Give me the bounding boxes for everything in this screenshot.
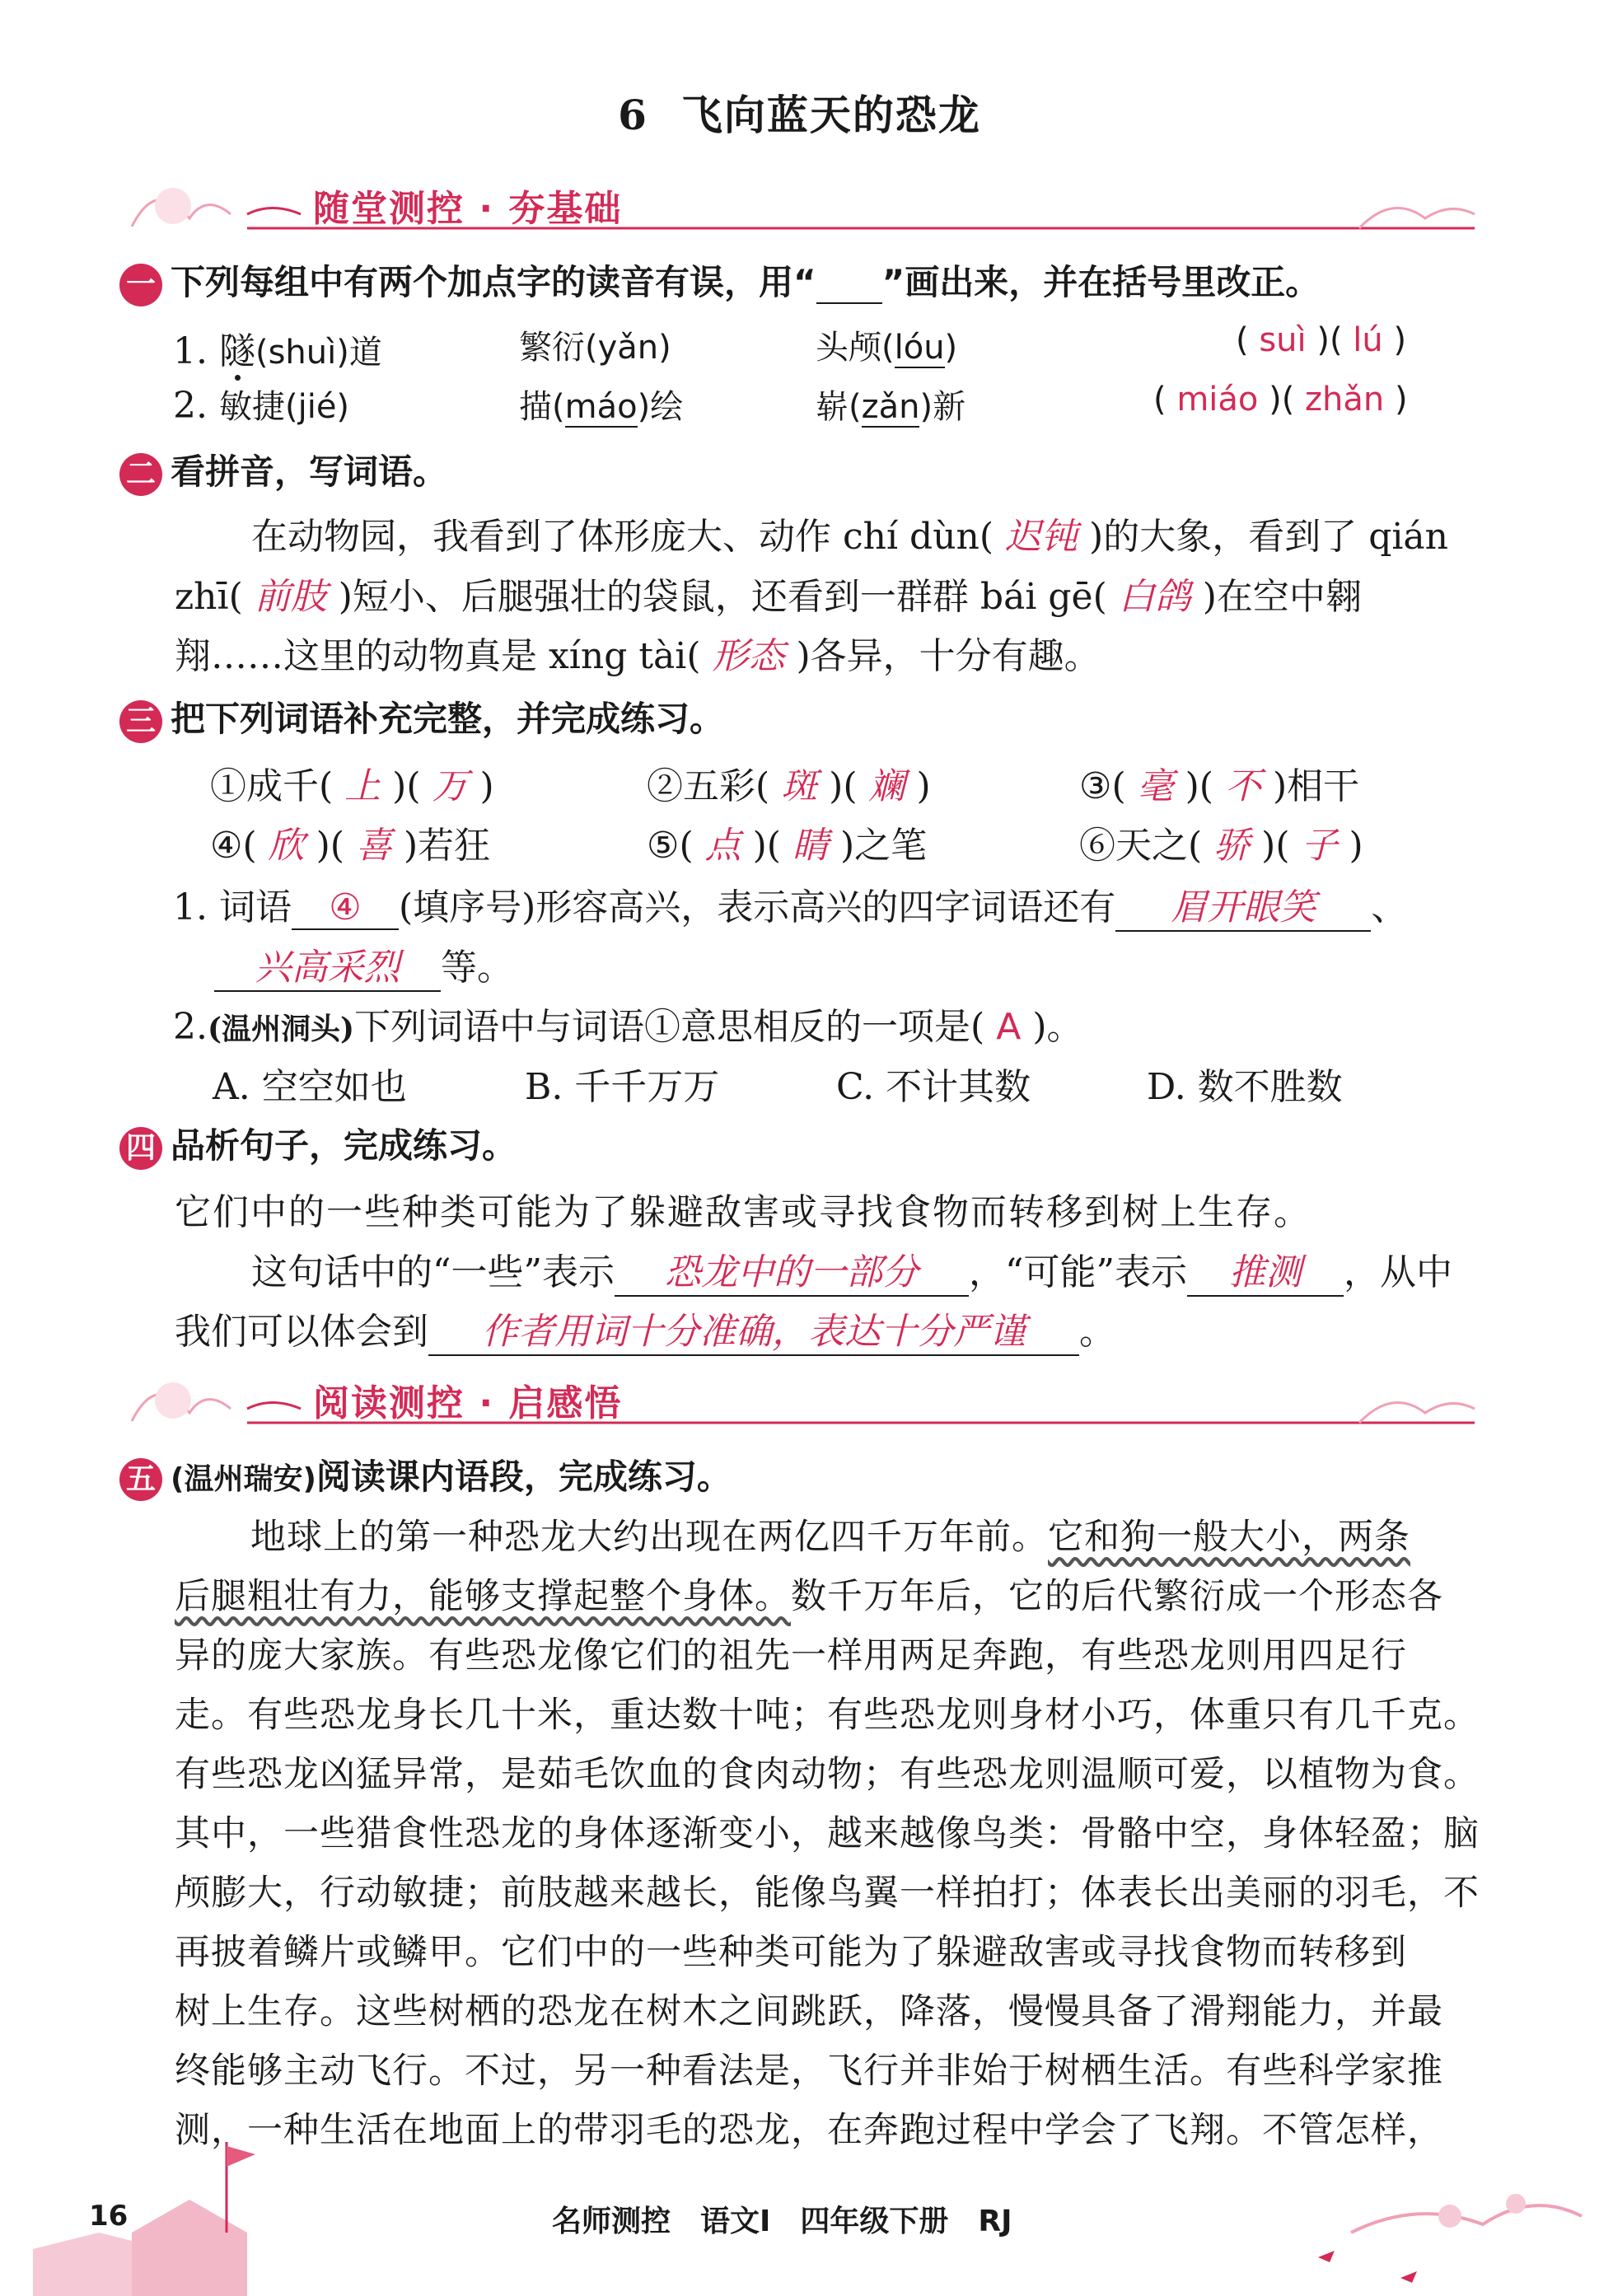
q5-prompt: 阅读课内语段，完成练习。 — [316, 1457, 732, 1497]
q3-s1c: 、 — [1371, 886, 1408, 928]
q2-prompt: 看拼音，写词语。 — [171, 451, 448, 492]
passage-line: 测，一种生活在地面上的带羽毛的恐龙，在奔跑过程中学会了飞翔。不管怎样， — [175, 2110, 1443, 2151]
q3-sub1-line2 — [214, 938, 513, 992]
q3-i3-post: )相干 — [1272, 765, 1360, 807]
q2-line2 — [175, 567, 1362, 620]
q4-ans2: 推测 — [1187, 1242, 1344, 1297]
q1-r1-answers: ( suì )( lú ) — [1236, 321, 1407, 359]
q1-r2-ans2: zhǎn — [1305, 381, 1385, 419]
q3-item4 — [210, 816, 490, 868]
passage-line: 终能够主动飞行。不过，另一种看法是，飞行并非始于树栖生活。有些科学家推 — [175, 2051, 1443, 2092]
passage-line: 数千万年后，它的后代繁衍成一个形态各 — [791, 1576, 1443, 1617]
q3-header — [119, 692, 724, 743]
q1-r2-b-wrap — [519, 381, 683, 428]
q4-badge: 四 — [119, 1127, 162, 1170]
q3-i6-post: ) — [1349, 825, 1363, 867]
q2-ans2: 前肢 — [254, 576, 327, 618]
q3-item5 — [647, 816, 927, 868]
q4-ans3: 作者用词十分准确，表达十分严谨 — [428, 1302, 1079, 1356]
q1-r1-ans1: suì — [1259, 321, 1307, 359]
passage-line: 地球上的第一种恐龙大约出现在两亿四千万年前。 — [250, 1517, 1048, 1558]
q1-r1-c-wrap — [816, 321, 957, 368]
passage-line-underlined: 它和狗一般大小，两条 — [1048, 1517, 1410, 1558]
q4-prompt: 品析句子，完成练习。 — [171, 1125, 517, 1166]
q2-badge: 二 — [119, 453, 162, 496]
q2-l3b: )各异，十分有趣。 — [796, 635, 1101, 677]
q4-l1b: ，“可能”表示 — [969, 1251, 1187, 1293]
section-banner-reading — [124, 1363, 1483, 1438]
q3-opt-c: C. 不计其数 — [836, 1066, 1031, 1108]
q3-s2c: )。 — [1032, 1006, 1083, 1048]
q1-r2-c: 崭( — [816, 388, 862, 426]
passage-line-underlined: 后腿粗壮有力，能够支撑起整个身体。 — [175, 1576, 791, 1617]
q3-s2-source: (温州洞头) — [207, 1012, 355, 1046]
q1-r1-c: 头颅( — [816, 329, 895, 367]
q3-i3-a: 毫 — [1137, 765, 1174, 807]
q3-s1-ans3: 兴高采烈 — [214, 938, 441, 992]
q3-item3 — [1079, 756, 1359, 809]
q5-header — [119, 1450, 732, 1501]
q2-ans1: 迟钝 — [1005, 516, 1078, 558]
q3-i4-mid: )( — [316, 825, 344, 867]
q3-i6-mid: )( — [1261, 825, 1290, 867]
q4-line2 — [175, 1302, 1115, 1356]
q1-header — [119, 255, 1320, 306]
q3-s1-ans2: 眉开眼笑 — [1115, 877, 1371, 932]
q3-i1-mid: )( — [392, 765, 421, 807]
q4-l1a: 这句话中的“一些”表示 — [251, 1251, 615, 1293]
q3-s1b: (填序号)形容高兴，表示高兴的四字词语还有 — [398, 886, 1116, 928]
q1-r2-b: 描( — [519, 388, 565, 426]
lesson-name: 飞向蓝天的恐龙 — [680, 91, 981, 139]
q1-r2-num: 2. — [173, 385, 208, 427]
q3-i4-post: )若狂 — [403, 825, 491, 867]
q3-i6-pre: ⑥天之( — [1079, 825, 1203, 867]
passage-line: 有些恐龙凶猛异常，是茹毛饮血的食肉动物；有些恐龙则温顺可爱，以植物为食。 — [175, 1754, 1480, 1795]
q3-i4-a: 欣 — [268, 825, 305, 867]
q3-opt-b: B. 千千万万 — [525, 1066, 720, 1108]
q5-badge: 五 — [119, 1458, 162, 1501]
q2-ans4: 形态 — [712, 635, 785, 677]
q3-opt-d: D. 数不胜数 — [1147, 1066, 1343, 1108]
q3-i1-a: 上 — [344, 765, 381, 807]
q3-s1-ans: ④ — [292, 886, 399, 930]
q3-i1-b: 万 — [432, 765, 469, 807]
q3-s2b: 下列词语中与词语①意思相反的一项是( — [354, 1006, 985, 1048]
section-title-basic: 随堂测控 · 夯基础 — [313, 188, 623, 230]
q4-l2a: 我们可以体会到 — [175, 1311, 428, 1353]
q1-prompt-b: ”画出来，并在括号里改正。 — [881, 262, 1321, 302]
q3-i3-b: 不 — [1224, 765, 1261, 807]
q3-sub1-line1 — [173, 877, 1407, 932]
section-title-reading: 阅读测控 · 启感悟 — [313, 1382, 623, 1424]
q3-i3-mid: )( — [1185, 765, 1213, 807]
q2-ans3: 白鸽 — [1118, 576, 1191, 618]
q1-r1-b: 繁衍(yǎn) — [519, 329, 671, 367]
q1-r1-a-pinyin: (shuì)道 — [255, 334, 382, 372]
q1-row2 — [173, 381, 349, 428]
q4-line1 — [251, 1242, 1452, 1297]
q2-l1b: )的大象，看到了 qián — [1089, 516, 1449, 558]
q1-underline-sample — [816, 262, 882, 304]
passage-line: 其中，一些猎食性恐龙的身体逐渐变小，越来越像鸟类：骨骼中空，身体轻盈；脑 — [175, 1813, 1480, 1854]
q3-i5-a: 点 — [704, 825, 741, 867]
q3-i5-b: 睛 — [792, 825, 829, 867]
q3-i2-pre: ②五彩( — [647, 765, 770, 807]
q1-row1 — [173, 321, 382, 374]
q3-i1-post: ) — [479, 765, 494, 807]
passage-line: 颅膨大，行动敏捷；前肢越来越长，能像鸟翼一样拍打；体表长出美丽的羽毛，不 — [175, 1873, 1480, 1914]
lesson-number: 6 — [618, 91, 648, 139]
passage-line: 走。有些恐龙身长几十米，重达数十吨；有些恐龙则身材小巧，体重只有几千克。 — [175, 1695, 1480, 1736]
q1-r1-c-close: ) — [944, 329, 958, 367]
q3-item1 — [210, 756, 494, 809]
passage-line: 树上生存。这些树栖的恐龙在树木之间跳跃，降落，慢慢具备了滑翔能力，并最 — [175, 1991, 1443, 2032]
q4-sentence: 它们中的一些种类可能为了躲避敌害或寻找食物而转移到树上生存。 — [175, 1191, 1311, 1233]
q3-s2-ans: A — [996, 1006, 1022, 1048]
q1-badge: 一 — [119, 264, 162, 306]
q3-i2-post: ) — [916, 765, 931, 807]
q4-l2b: 。 — [1079, 1311, 1115, 1353]
q3-i2-mid: )( — [829, 765, 858, 807]
footer-title: 名师测控 语文Ⅰ 四年级下册 RJ — [552, 2205, 1012, 2238]
q3-opt-a: A. 空空如也 — [213, 1066, 407, 1108]
q1-r2-answers: ( miáo )( zhǎn ) — [1153, 381, 1408, 419]
q3-prompt: 把下列词语补充完整，并完成练习。 — [171, 699, 725, 739]
q3-i5-pre: ⑤( — [647, 825, 694, 867]
q3-i6-b: 子 — [1301, 825, 1338, 867]
q3-i4-pre: ④( — [210, 825, 257, 867]
q3-i5-post: )之笔 — [839, 825, 928, 867]
q3-sub2 — [173, 997, 1083, 1050]
q1-r2-b-pinyin: máo — [564, 388, 638, 426]
q5-passage — [175, 1508, 1484, 2160]
passage-line: 异的庞大家族。有些恐龙像它们的祖先一样用两足奔跑，有些恐龙则用四足行 — [175, 1635, 1407, 1676]
q2-l2b: )短小、后腿强壮的袋鼠，还看到一群群 bái gē( — [338, 576, 1107, 618]
q2-l3a: 翔……这里的动物真是 xíng tài( — [175, 635, 701, 677]
q3-i5-mid: )( — [752, 825, 781, 867]
q1-r2-c-close: )新 — [919, 388, 966, 426]
q3-s1d: 等。 — [441, 947, 513, 989]
q2-line3 — [175, 626, 1101, 679]
q3-i2-a: 斑 — [781, 765, 818, 807]
q1-r2-ans1: miáo — [1176, 381, 1259, 419]
q4-ans1: 恐龙中的一部分 — [615, 1242, 969, 1297]
q2-header — [119, 445, 447, 496]
q2-l2a: zhī( — [175, 576, 243, 618]
q1-r2-b-close: )绘 — [637, 388, 684, 426]
lesson-title — [0, 82, 1599, 142]
passage-line: 再披着鳞片或鳞甲。它们中的一些种类可能为了躲避敌害或寻找食物而转移到 — [175, 1932, 1407, 1973]
q5-source: (温州瑞安) — [171, 1462, 316, 1496]
q1-r1-a: 隧 — [218, 330, 255, 372]
q2-l2c: )在空中翱 — [1202, 576, 1362, 618]
q3-item2 — [647, 756, 931, 809]
q4-header — [119, 1119, 517, 1170]
q3-s1a: 1. 词语 — [173, 886, 292, 928]
q2-l1a: 在动物园，我看到了体形庞大、动作 chí dùn( — [251, 516, 994, 558]
q1-r2-a: 敏捷(jié) — [218, 388, 350, 426]
q4-l1c: ，从中 — [1344, 1251, 1452, 1293]
q1-r1-c-pinyin: lóu — [894, 329, 945, 367]
q1-r1-num: 1. — [173, 330, 208, 372]
q3-s2a: 2. — [173, 1006, 208, 1048]
q3-i1-pre: ①成千( — [210, 765, 334, 807]
section-banner-basic — [124, 169, 1483, 243]
q3-i3-pre: ③( — [1079, 765, 1126, 807]
q3-item6 — [1079, 816, 1363, 868]
q3-badge: 三 — [119, 700, 162, 743]
q1-prompt-a: 下列每组中有两个加点字的读音有误，用“ — [171, 262, 816, 302]
page-number: 16 — [89, 2200, 129, 2233]
q3-i2-b: 斓 — [868, 765, 905, 807]
q3-i6-a: 骄 — [1213, 825, 1251, 867]
q1-r1-ans2: lú — [1353, 321, 1383, 359]
q3-i4-b: 喜 — [355, 825, 392, 867]
q1-r2-c-pinyin: zǎn — [861, 388, 920, 426]
q2-line1 — [251, 507, 1448, 559]
q1-r2-c-wrap — [816, 381, 965, 428]
